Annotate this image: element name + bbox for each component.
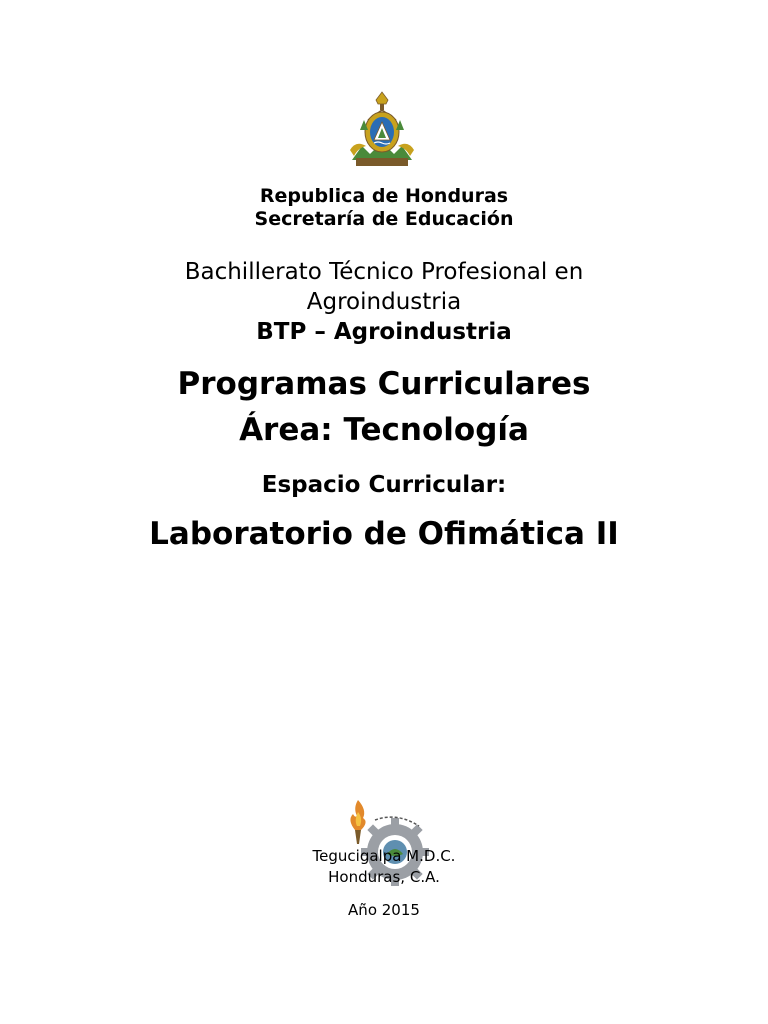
main-title: Programas Curriculares	[177, 366, 591, 402]
program-short-name: BTP – Agroindustria	[256, 319, 512, 345]
footer-country: Honduras, C.A.	[328, 868, 440, 886]
country-heading: Republica de Honduras	[259, 185, 509, 207]
footer-year: Año 2015	[348, 901, 420, 919]
program-name-line1: Bachillerato Técnico Profesional en	[184, 259, 584, 285]
program-name-line2: Agroindustria	[306, 289, 462, 315]
honduras-coat-of-arms-icon	[346, 90, 418, 172]
subject-title: Laboratorio de Ofimática II	[149, 516, 619, 552]
area-title: Área: Tecnología	[239, 412, 529, 448]
curricular-space-label: Espacio Curricular:	[261, 472, 507, 498]
ministry-heading: Secretaría de Educación	[254, 208, 514, 230]
footer-city: Tegucigalpa M.D.C.	[312, 847, 456, 865]
